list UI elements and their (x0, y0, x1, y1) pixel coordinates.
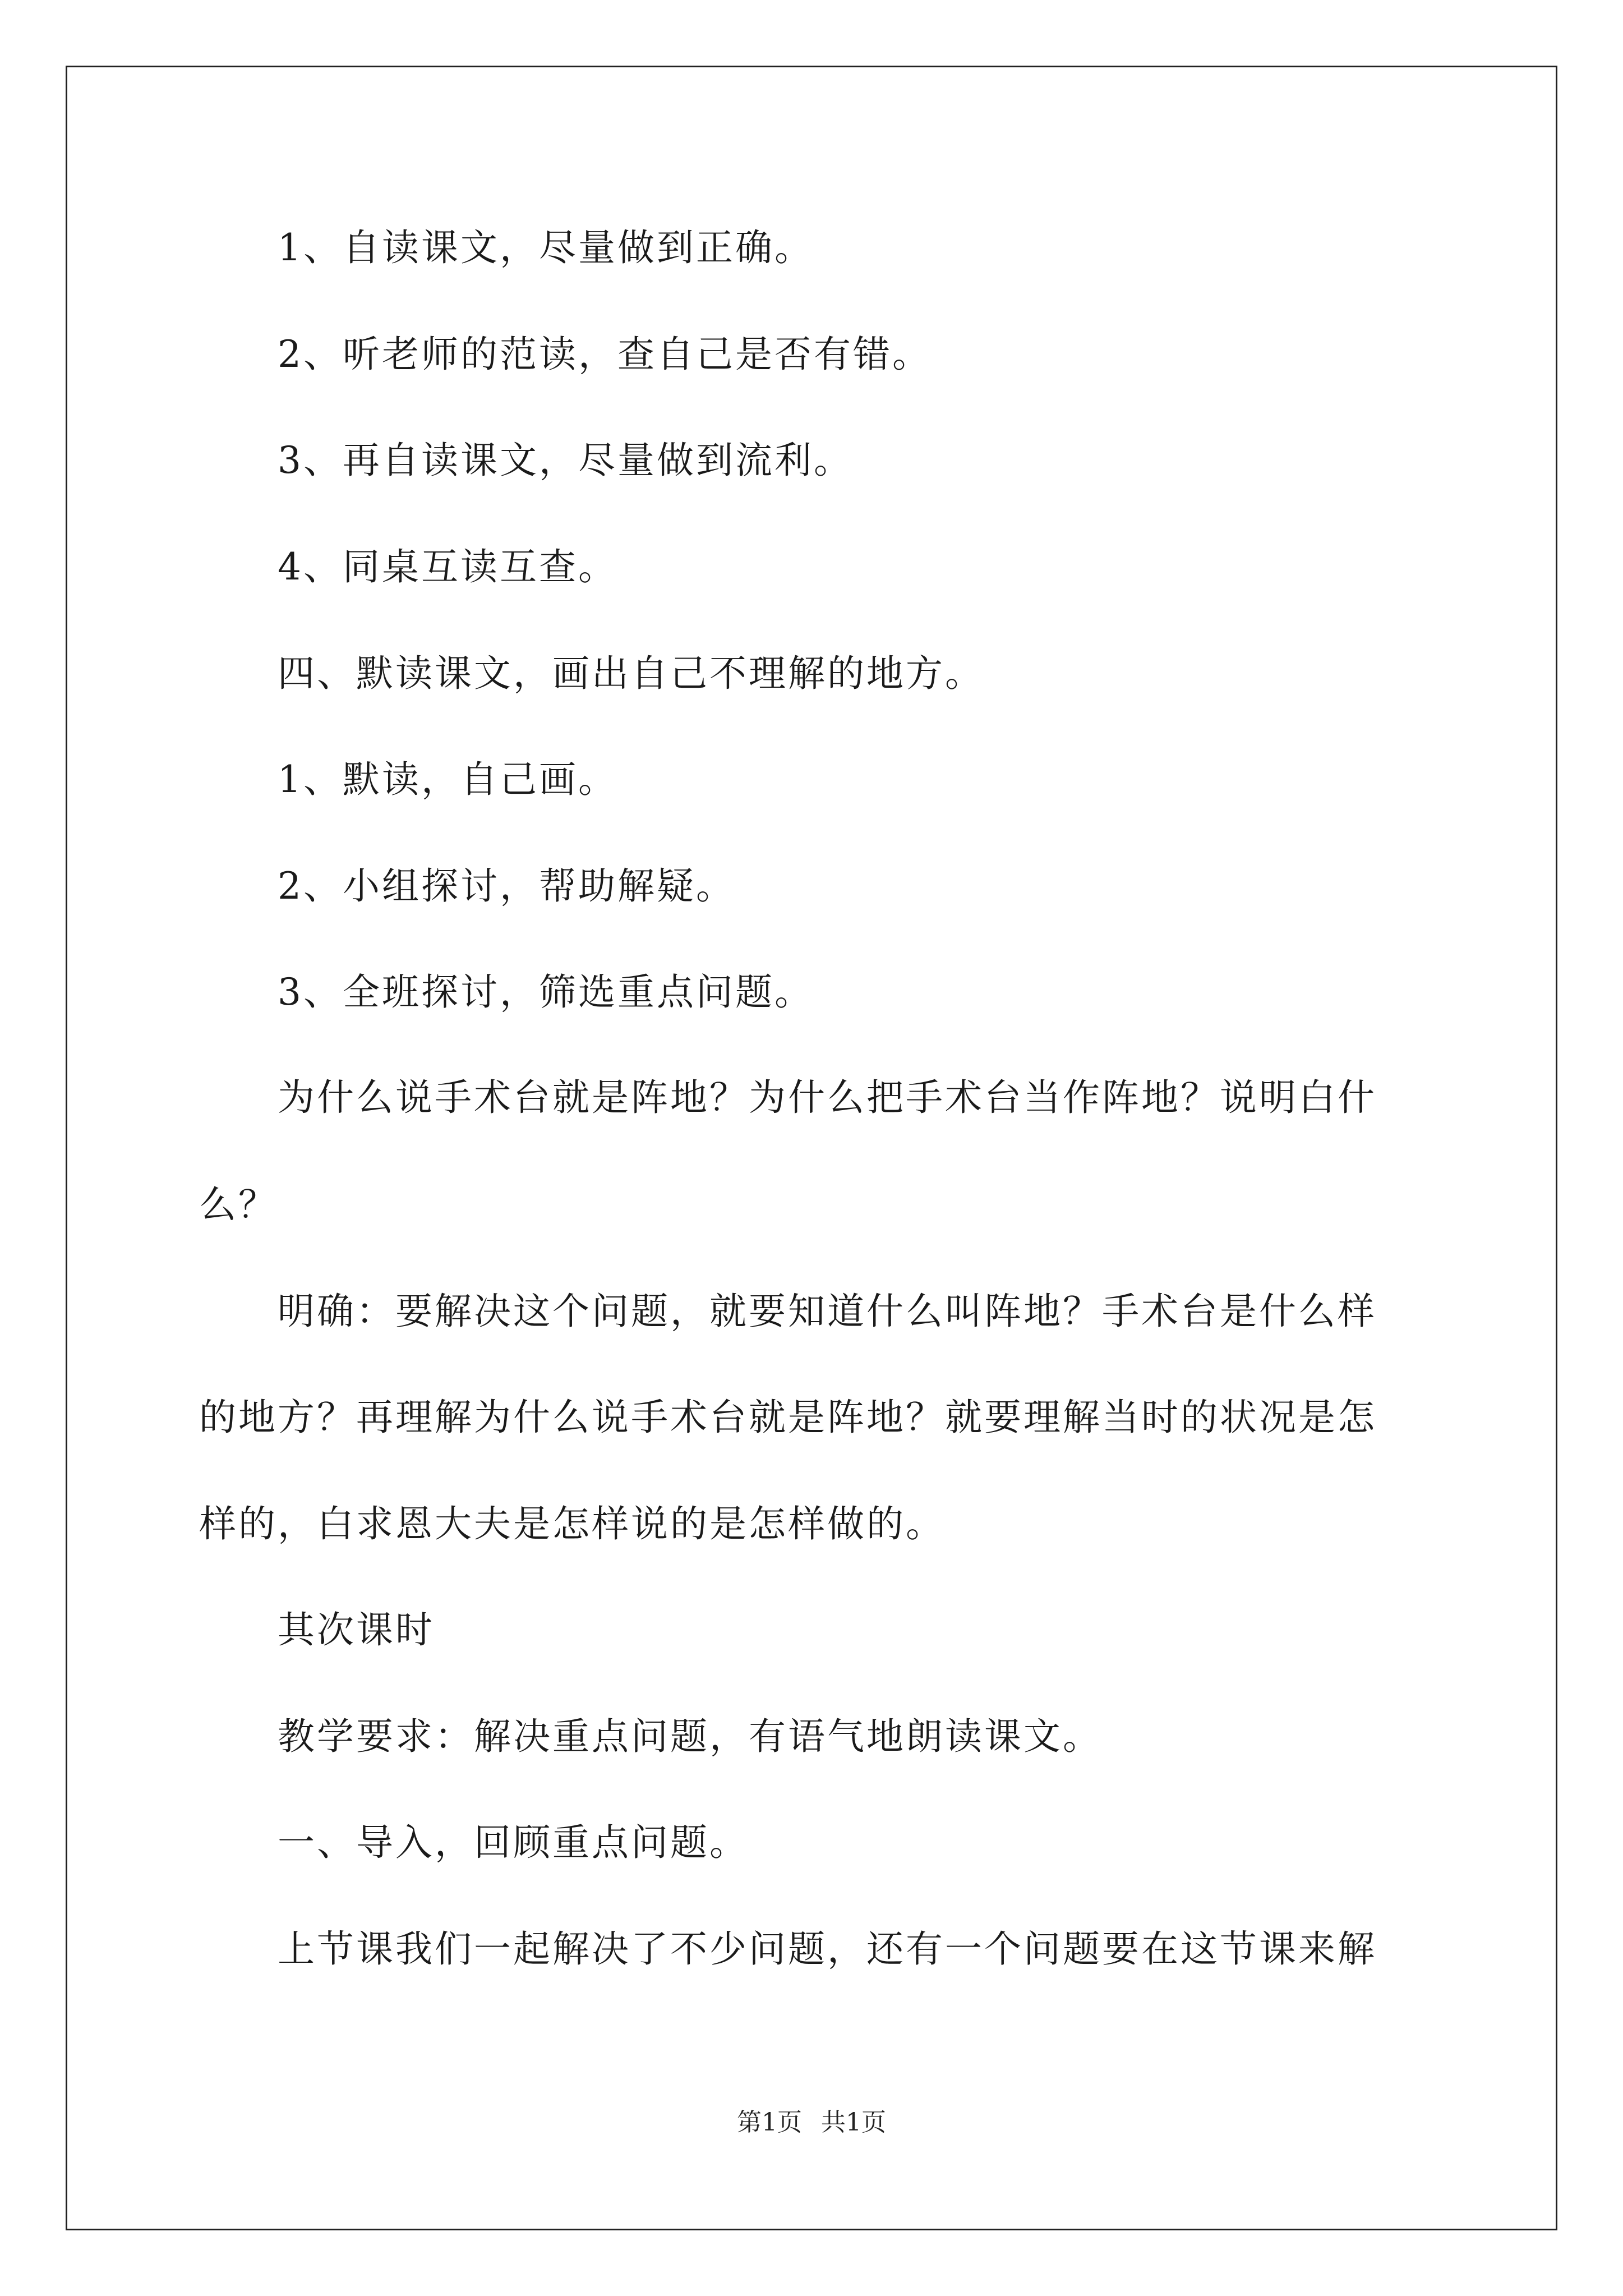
text-line: 1、自读课文，尽量做到正确。 (278, 226, 814, 269)
text-line: 上节课我们一起解决了不少问题，还有一个问题要在这节课来解 (278, 1927, 1377, 1971)
text-line: 样的，白求恩大夫是怎样说的是怎样做的。 (199, 1502, 945, 1545)
text-line: 其次课时 (278, 1608, 435, 1651)
text-line: 1、默读，自己画。 (278, 758, 617, 801)
text-line: 3、再自读课文，尽量做到流利。 (278, 439, 853, 482)
text-line: 3、全班探讨，筛选重点问题。 (278, 970, 814, 1014)
page-total: 共1页 (821, 2108, 886, 2137)
text-line: 2、小组探讨，帮助解疑。 (278, 864, 735, 908)
text-line: 明确：要解决这个问题，就要知道什么叫阵地？手术台是什么样 (278, 1290, 1377, 1333)
page-number: 第1页 (737, 2108, 802, 2137)
text-line: 教学要求：解决重点问题，有语气地朗读课文。 (278, 1715, 1102, 1758)
text-line: 4、同桌互读互查。 (278, 545, 617, 588)
text-line: 一、导入，回顾重点问题。 (278, 1821, 749, 1864)
text-line: 2、听老师的范读，查自己是否有错。 (278, 333, 932, 376)
text-line: 么？ (199, 1183, 278, 1226)
text-line: 的地方？再理解为什么说手术台就是阵地？就要理解当时的状况是怎 (199, 1396, 1377, 1439)
page-footer (0, 2107, 1623, 2138)
text-line: 为什么说手术台就是阵地？为什么把手术台当作阵地？说明白什 (278, 1076, 1377, 1119)
text-line: 四、默读课文，画出自己不理解的地方。 (278, 652, 984, 695)
page-frame (66, 66, 1557, 2230)
